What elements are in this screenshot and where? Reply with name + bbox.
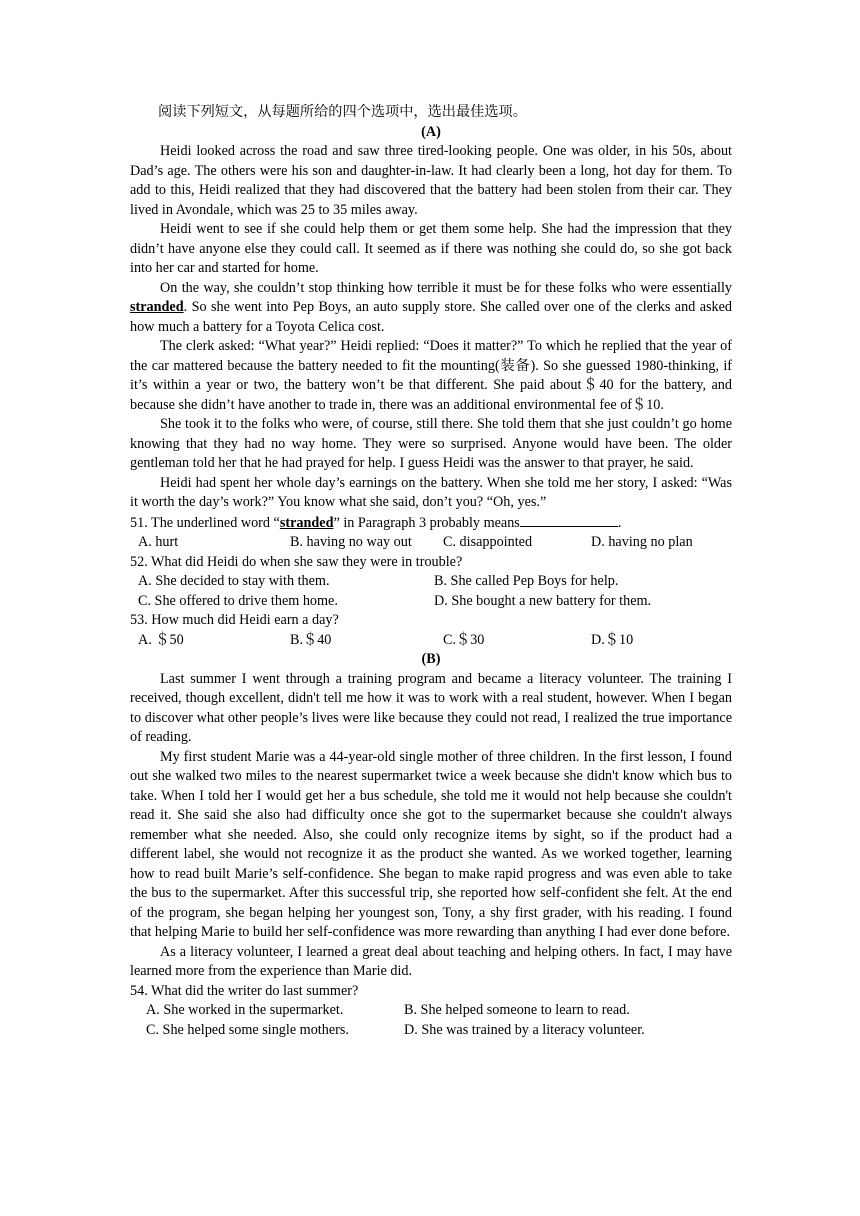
passage-a-paragraph-5: She took it to the folks who were, of course, still there. She told them that she just couldn’t go home knowing that they had no way home. They were so surprised. Anyone would have been. The older gentleman told her that he had prayed for help. I guess Heidi was the answer to that prayer, he said. <box>130 416 732 471</box>
exam-page <box>130 103 732 1040</box>
passage-b-paragraph-1: Last summer I went through a training program and became a literacy volunteer. The training I received, though excellent, didn't tell me how it was to work with a real student, however. When I began to discover what other people’s lives were like because they could not read, I realized the true importance of reading. <box>130 670 732 745</box>
option-52-a: A. She decided to stay with them. <box>138 573 330 589</box>
passage-a-paragraph-3 <box>130 279 732 338</box>
question-51-stem <box>130 513 732 534</box>
option-51-b: B. having no way out <box>290 534 412 550</box>
option-54-c: C. She helped some single mothers. <box>146 1021 349 1038</box>
option-51-d: D. having no plan <box>591 534 693 550</box>
question-53-options <box>130 631 732 651</box>
question-51-target-word: stranded <box>279 514 334 531</box>
passage-a-paragraph-4: The clerk asked: “What year?” Heidi replied: “Does it matter?” To which he replied that the year of the car mattered because the battery needed to fit the mounting(装备). So she guessed 1980-thinking, if it’s within a year or two, the battery won’t be that different. She paid about＄40 for the battery, and because she didn’t have another to trade in, there was an additional environmental fee of＄10. <box>130 338 732 413</box>
section-b-title: (B) <box>421 651 441 667</box>
question-54-options <box>130 1001 732 1040</box>
option-53-b: B.＄40 <box>290 631 332 648</box>
passage-b-paragraph-3: As a literacy volunteer, I learned a great deal about teaching and helping others. In fact, I may have learned more from the experience than Marie did. <box>130 943 732 979</box>
question-51-stem-middle: ” in Paragraph 3 probably means <box>333 514 520 531</box>
option-52-c: C. She offered to drive them home. <box>138 592 338 609</box>
option-53-c: C.＄30 <box>443 631 485 648</box>
question-52-stem: 52. What did Heidi do when she saw they were in trouble? <box>130 553 463 570</box>
option-53-d: D.＄10 <box>591 631 634 648</box>
option-51-c: C. disappointed <box>443 534 533 550</box>
option-54-d: D. She was trained by a literacy volunteer. <box>404 1021 645 1038</box>
paragraph-3-text-after: . So she went into Pep Boys, an auto supply store. She called over one of the clerks and asked how much a battery for a Toyota Celica cost. <box>130 299 732 335</box>
question-51-stem-start: 51. The underlined word “ <box>130 514 280 531</box>
underlined-word-stranded: stranded <box>130 299 184 315</box>
passage-a-paragraph-1: Heidi looked across the road and saw three tired-looking people. One was older, in his 50s, about Dad’s age. The others were his son and daughter-in-law. It had clearly been a long, hot day for them. To add to this, Heidi realized that they had discovered that the battery had been stolen from their car. They lived in Avondale, which was 25 to 35 miles away. <box>130 143 732 218</box>
question-52-options <box>130 572 732 611</box>
passage-a-paragraph-2: Heidi went to see if she could help them or get them some help. She had the impression that they didn’t have anyone else they could call. It seemed as if there was nothing she could do, so she got back into her car and started for home. <box>130 221 732 276</box>
question-53-stem: 53. How much did Heidi earn a day? <box>130 612 339 628</box>
option-52-d: D. She bought a new battery for them. <box>434 592 652 609</box>
section-a-title: (A) <box>421 123 441 140</box>
option-52-b: B. She called Pep Boys for help. <box>434 573 619 589</box>
passage-b-paragraph-2: My first student Marie was a 44-year-old single mother of three children. In the first lesson, I found out she walked two miles to the nearest supermarket twice a week because she didn't know which bus to take. When I told her I would get her a bus schedule, she told me it would not help because she couldn't read it. She said she also had difficulty once she got to the supermarket because she couldn't always remember what she needed. Also, she could only recognize items by sight, so if the product had a different label, she would not recognize it as the product she wanted. As we worked together, learning how to read built Marie’s self-confidence. She began to make rapid progress and was even able to take the bus to the supermarket. After this successful trip, she reported how self-confident she felt. At the end of the program, she began helping her youngest son, Tony, a shy first grader, with his reading. I found that helping Marie to build her self-confidence was more rewarding than anything I had ever done before. <box>130 748 732 940</box>
option-51-a: A. hurt <box>138 534 179 550</box>
question-51-options <box>130 533 732 553</box>
option-53-a: A. ＄50 <box>138 631 184 648</box>
option-54-a: A. She worked in the supermarket. <box>146 1002 344 1018</box>
passage-a-paragraph-6: Heidi had spent her whole day’s earnings on the battery. When she told me her story, I asked: “Was it worth the day’s work?” You know what she said, don’t you? “Oh, yes.” <box>130 474 732 510</box>
option-54-b: B. She helped someone to learn to read. <box>404 1002 630 1018</box>
instruction-text: 阅读下列短文，从每题所给的四个选项中，选出最佳选项。 <box>158 104 527 120</box>
answer-blank <box>520 513 618 527</box>
question-54-stem: 54. What did the writer do last summer? <box>130 982 359 999</box>
question-51-stem-end: . <box>617 514 622 531</box>
paragraph-3-text-before: On the way, she couldn’t stop thinking how terrible it must be for these folks who were essentially <box>160 279 732 296</box>
